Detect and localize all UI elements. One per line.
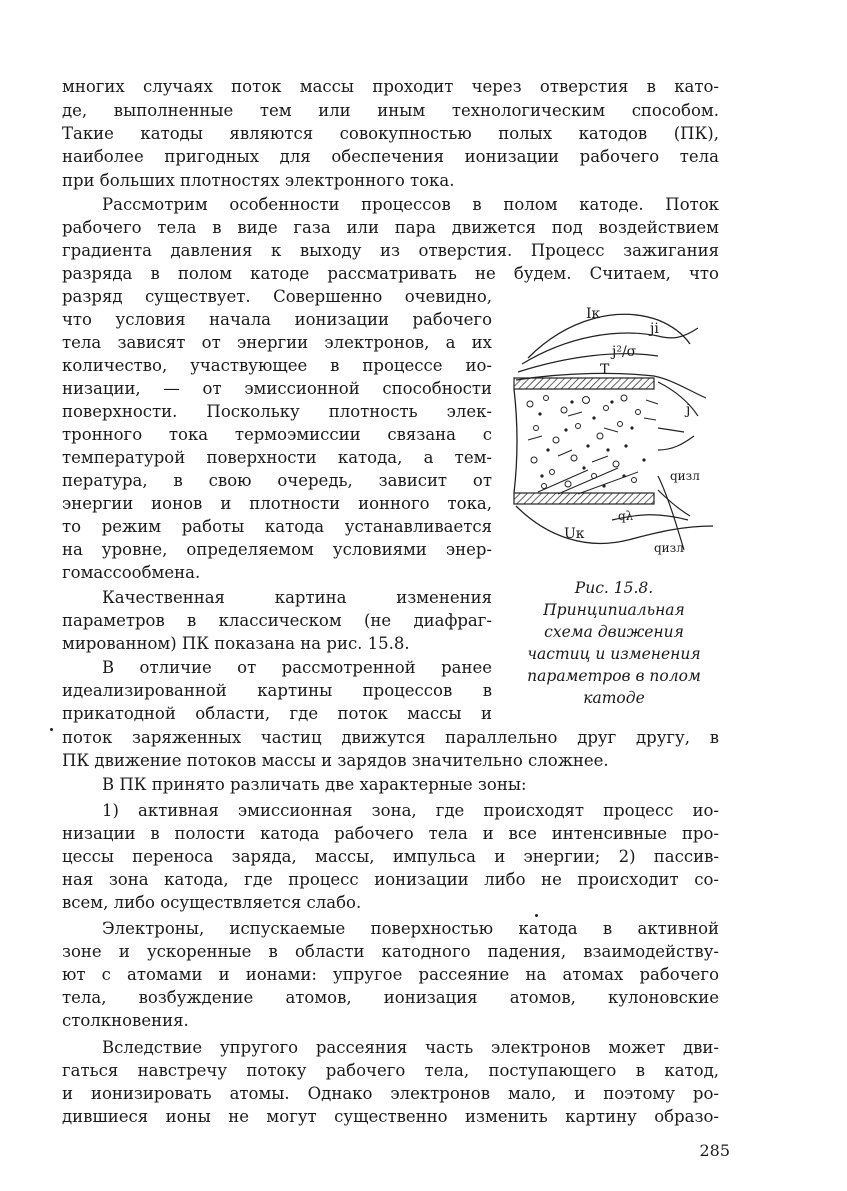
text-line: 1) активная эмиссионная зона, где происходят процесс ио- (102, 801, 719, 820)
label-q-lambda: qλ (618, 509, 634, 523)
text-line: многих случаях поток массы проходит через отверстия в като- (62, 77, 719, 96)
text-line: тела, возбуждение атомов, ионизация атомов, кулоновские (62, 988, 719, 1007)
text-line: низации, — от эмиссионной способности (62, 379, 492, 398)
figure-caption-line: частиц и изменения (527, 645, 701, 663)
text-line: зоне и ускоренные в области катодного падения, взаимодейству- (62, 942, 719, 961)
print-speck (535, 914, 538, 917)
text-line: температурой поверхности катода, а тем- (62, 448, 492, 467)
text-line: энергии ионов и плотности ионного тока, (62, 494, 492, 513)
text-line: наиболее пригодных для обеспечения ионизации рабочего тела (62, 147, 719, 166)
text-line: Такие катоды являются совокупностью полых катодов (ПК), (62, 124, 719, 143)
figure-caption-line: Рис. 15.8. (574, 579, 654, 597)
text-line: ют с атомами и ионами: упругое рассеяние на атомах рабочего (62, 965, 719, 984)
hollow-cathode-diagram (508, 300, 723, 570)
text-line: Электроны, испускаемые поверхностью катода в активной (102, 919, 719, 938)
print-speck (50, 728, 53, 731)
text-line: всем, либо осуществляется слабо. (62, 893, 362, 912)
figure-caption-line: схема движения (544, 623, 684, 641)
curve-ik (528, 314, 690, 358)
text-line: дившиеся ионы не могут существенно изменить картину образо- (62, 1107, 719, 1126)
label-t: T (600, 362, 610, 378)
text-line: Качественная картина изменения (102, 588, 492, 607)
text-line: низации в полости катода рабочего тела и все интенсивные про- (62, 824, 719, 843)
label-uk: Uк (564, 526, 585, 542)
text-line: поверхности. Поскольку плотность элек- (62, 402, 492, 421)
text-line: гаться навстречу потоку рабочего тела, поступающего в катод, (62, 1061, 719, 1080)
text-line: де, выполненные тем или иным технологическим способом. (62, 101, 719, 120)
text-line: разряда в полом катоде рассматривать не будем. Считаем, что (62, 264, 719, 283)
figure-caption-line: Принципиальная (543, 601, 685, 619)
text-line: параметров в классическом (не диафраг- (62, 611, 492, 630)
curve-j2-sigma (518, 354, 658, 372)
text-line: столкновения. (62, 1011, 189, 1030)
particles (527, 395, 641, 489)
text-line: ная зона катода, где процесс ионизации либо не происходит со- (62, 870, 719, 889)
text-line: и ионизировать атомы. Однако электронов мало, и поэтому ро- (62, 1084, 719, 1103)
text-line: тела зависят от энергии электронов, а их (62, 333, 492, 352)
text-line: то режим работы катода устанавливается (62, 517, 492, 536)
text-line: гомассообмена. (62, 563, 201, 582)
text-line: В отличие от рассмотренной ранее (102, 658, 492, 677)
page-number: 285 (699, 1141, 730, 1160)
curve-ji (522, 328, 698, 364)
text-line: рабочего тела в виде газа или пара движется под воздействием (62, 218, 719, 237)
text-line: В ПК принято различать две характерные зоны: (102, 775, 527, 794)
text-line: мированном) ПК показана на рис. 15.8. (62, 634, 410, 653)
label-j: j (686, 402, 691, 418)
text-line: пература, в свою очередь, зависит от (62, 471, 492, 490)
text-line: тронного тока термоэмиссии связана с (62, 425, 492, 444)
label-j2-sigma: j²/σ (612, 344, 637, 360)
figure-caption-line: катоде (583, 689, 645, 707)
text-line: на уровне, определяемом условиями энер- (62, 540, 492, 559)
text-line: Рассмотрим особенности процессов в полом катоде. Поток (102, 195, 719, 214)
text-line: что условия начала ионизации рабочего (62, 310, 492, 329)
text-line: Вследствие упругого рассеяния часть электронов может дви- (102, 1038, 719, 1057)
text-line: разряд существует. Совершенно очевидно, (62, 287, 492, 306)
text-line: идеализированной картины процессов в (62, 681, 492, 700)
figure-caption-line: параметров в полом (527, 667, 701, 685)
text-line: количество, участвующее в процессе ио- (62, 356, 492, 375)
text-line: градиента давления к выходу из отверстия. Процесс зажигания (62, 241, 719, 260)
label-ik: Iк (586, 306, 601, 322)
text-line: поток заряженных частиц движутся параллельно друг другу, в (62, 728, 719, 747)
text-line: цессы переноса заряда, массы, импульса и энергии; 2) пассив- (62, 847, 719, 866)
text-line: при больших плотностях электронного тока. (62, 171, 455, 190)
label-ji: ji (650, 321, 659, 337)
text-line: ПК движение потоков массы и зарядов значительно сложнее. (62, 751, 609, 770)
text-line: прикатодной области, где поток массы и (62, 704, 492, 723)
label-q-izl: qизл (670, 469, 700, 483)
label-q-izl-lower: qизл (654, 541, 684, 555)
